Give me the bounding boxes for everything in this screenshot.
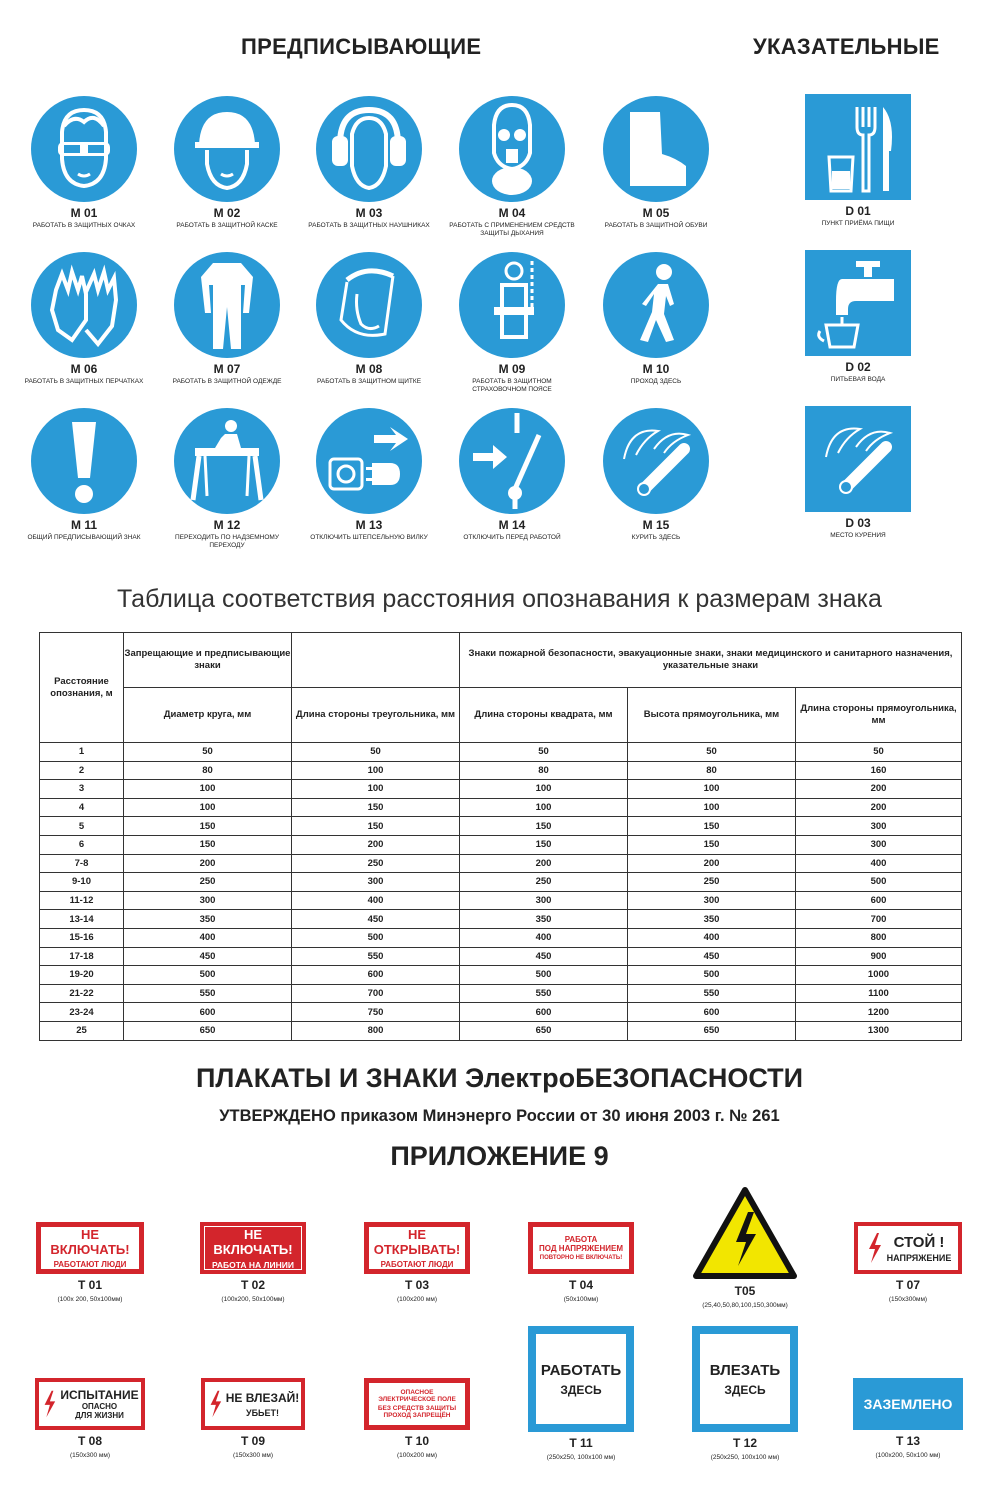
table-cell: 80: [460, 761, 628, 780]
table-row: [40, 835, 962, 854]
sign-caption: ОТКЛЮЧИТЬ ШТЕПСЕЛЬНУЮ ВИЛКУ: [310, 534, 428, 541]
table-row: [40, 966, 962, 985]
cigarette-icon: [614, 419, 698, 503]
plate-line2: ОПАСНО: [81, 1402, 118, 1411]
table-cell: 1: [40, 743, 124, 762]
sign-caption: РАБОТАТЬ В ЗАЩИТНЫХ ОЧКАХ: [32, 222, 136, 229]
table-cell: 50: [292, 743, 460, 762]
sign-d02: [788, 250, 928, 384]
table-cell: 50: [796, 743, 962, 762]
sign-t10: [337, 1378, 497, 1459]
sign-m02: [157, 96, 297, 230]
sign-caption: ПРОХОД ЗДЕСЬ: [630, 378, 682, 385]
plate-line1: РАБОТАТЬ: [540, 1361, 622, 1379]
table-cell: 150: [460, 835, 628, 854]
table-row: [40, 984, 962, 1003]
table-cell: 400: [292, 891, 460, 910]
table-cell: 500: [124, 966, 292, 985]
mandatory-heading: ПРЕДПИСЫВАЮЩИЕ: [241, 34, 482, 59]
header-group2: Знаки пожарной безопасности, эвакуационные знаки, знаки медицинского и санитарного назначения, указательные знаки: [460, 633, 962, 688]
sign-size: (25,40,50,80,100,150,300мм): [702, 1302, 788, 1309]
table-cell: 700: [292, 984, 460, 1003]
sign-m14: [442, 408, 582, 542]
sign-code: T 09: [240, 1434, 265, 1448]
sign-code: M 11: [70, 518, 97, 532]
table-cell: 150: [628, 817, 796, 836]
harness-icon: [472, 257, 552, 353]
table-cell: 11-12: [40, 891, 124, 910]
lightning-icon: [865, 1231, 883, 1265]
sign-code: M 03: [355, 206, 383, 220]
table-cell: 450: [460, 947, 628, 966]
table-cell: 150: [628, 835, 796, 854]
table-cell: 100: [460, 780, 628, 799]
sign-caption: РАБОТАТЬ В ЗАЩИТНОМ СТРАХОВОЧНОМ ПОЯСЕ: [472, 378, 552, 393]
sign-t02: [173, 1222, 333, 1303]
sign-code: T 07: [895, 1278, 920, 1292]
table-row: [40, 780, 962, 799]
table-cell: 80: [628, 761, 796, 780]
table-cell: 300: [292, 873, 460, 892]
sign-code: D 01: [845, 204, 871, 218]
sign-code: T 08: [77, 1434, 102, 1448]
high-voltage-warning-icon: [692, 1186, 798, 1280]
table-cell: 23-24: [40, 1003, 124, 1022]
fork-knife-icon: [813, 101, 903, 193]
table-cell: 600: [796, 891, 962, 910]
sign-caption: ПУНКТ ПРИЁМА ПИЩИ: [821, 220, 895, 227]
table-cell: 50: [628, 743, 796, 762]
sign-size: (50х100мм): [563, 1296, 599, 1303]
sign-t08: [10, 1378, 170, 1459]
sign-t13: [828, 1378, 988, 1459]
sign-code: M 09: [498, 362, 526, 376]
table-row: [40, 873, 962, 892]
table-cell: 300: [628, 891, 796, 910]
table-cell: 21-22: [40, 984, 124, 1003]
sign-t12: [665, 1326, 825, 1461]
sign-t01: [10, 1222, 170, 1303]
sign-size: (150х300 мм): [232, 1452, 273, 1459]
table-cell: 19-20: [40, 966, 124, 985]
sign-m04: [442, 96, 582, 238]
table-cell: 50: [460, 743, 628, 762]
sign-code: M 13: [355, 518, 383, 532]
table-row: [40, 1003, 962, 1022]
indicating-heading: УКАЗАТЕЛЬНЫЕ: [753, 34, 940, 59]
table-cell: 600: [460, 1003, 628, 1022]
sub-title: УТВЕРЖДЕНО приказом Минэнерго России от 30 июня 2003 г. № 261: [219, 1107, 780, 1125]
table-cell: 200: [460, 854, 628, 873]
plate-line3: ДЛЯ ЖИЗНИ: [75, 1411, 124, 1420]
sign-caption: ОБЩИЙ ПРЕДПИСЫВАЮЩИЙ ЗНАК: [27, 534, 141, 541]
plate-line2: РАБОТА НА ЛИНИИ: [211, 1259, 294, 1270]
plate-line1: СТОЙ !: [893, 1233, 945, 1251]
table-row: [40, 854, 962, 873]
sign-m01: [14, 96, 154, 230]
sign-code: D 03: [845, 516, 871, 530]
sign-m13: [299, 408, 439, 542]
table-cell: 450: [292, 910, 460, 929]
table-cell: 250: [460, 873, 628, 892]
table-cell: 700: [796, 910, 962, 929]
sign-code: T 12: [732, 1436, 757, 1450]
exclamation-icon: [64, 416, 104, 506]
header-distance: Расстояние опознания, м: [40, 633, 124, 743]
plate-line2: РАБОТАЮТ ЛЮДИ: [53, 1260, 127, 1269]
sign-caption: РАБОТАТЬ В ЗАЩИТНОЙ КАСКЕ: [176, 222, 278, 229]
table-cell: 550: [628, 984, 796, 1003]
table-cell: 450: [124, 947, 292, 966]
sign-t09: [173, 1378, 333, 1459]
table-cell: 200: [796, 780, 962, 799]
table-cell: 550: [124, 984, 292, 1003]
plate-line1: НЕ ВКЛЮЧАТЬ!: [50, 1227, 130, 1257]
overalls-icon: [187, 257, 267, 353]
table-cell: 150: [292, 817, 460, 836]
lightning-icon: [41, 1389, 57, 1419]
cigarette-icon: [816, 417, 900, 501]
table-cell: 450: [628, 947, 796, 966]
sign-m08: [299, 252, 439, 386]
sign-m05: [586, 96, 726, 230]
table-row: [40, 798, 962, 817]
table-cell: 2: [40, 761, 124, 780]
plate-line3: БЕЗ СРЕДСТВ ЗАЩИТЫ: [377, 1405, 457, 1412]
sign-m09: [442, 252, 582, 394]
sign-size: (100х 200, 50х100мм): [57, 1296, 123, 1303]
table-cell: 650: [628, 1021, 796, 1040]
plate-line1: ИСПЫТАНИЕ: [60, 1388, 139, 1402]
table-cell: 5: [40, 817, 124, 836]
header-group1: Запрещающие и предписывающие знаки: [124, 633, 292, 688]
sign-code: M 15: [642, 518, 670, 532]
sign-code: M 14: [498, 518, 526, 532]
overpass-icon: [185, 416, 269, 506]
table-row: [40, 761, 962, 780]
sign-code: T 13: [895, 1434, 920, 1448]
table-cell: 900: [796, 947, 962, 966]
table-cell: 13-14: [40, 910, 124, 929]
table-row: [40, 743, 962, 762]
table-cell: 400: [628, 928, 796, 947]
table-cell: 650: [124, 1021, 292, 1040]
sign-caption: РАБОТАТЬ В ЗАЩИТНЫХ ПЕРЧАТКАХ: [24, 378, 144, 385]
sign-t03: [337, 1222, 497, 1303]
table-cell: 100: [124, 798, 292, 817]
plate-line1: РАБОТА: [564, 1235, 598, 1244]
table-cell: 1200: [796, 1003, 962, 1022]
table-cell: 150: [124, 817, 292, 836]
sign-m15: [586, 408, 726, 542]
sign-code: M 01: [70, 206, 98, 220]
table-cell: 250: [292, 854, 460, 873]
plate-line1: ЗАЗЕМЛЕНО: [853, 1378, 963, 1430]
plug-icon: [324, 421, 414, 501]
sign-caption: РАБОТАТЬ В ЗАЩИТНОМ ЩИТКЕ: [316, 378, 422, 385]
walking-person-icon: [616, 260, 696, 350]
table-cell: 100: [292, 761, 460, 780]
header-col1: Диаметр круга, мм: [124, 688, 292, 743]
table-cell: 500: [796, 873, 962, 892]
sign-code: M 10: [642, 362, 670, 376]
sign-code: M 08: [355, 362, 383, 376]
switch-off-icon: [467, 413, 557, 509]
sign-caption: МЕСТО КУРЕНИЯ: [830, 532, 886, 539]
sign-size: (100х200, 50х100мм): [221, 1296, 285, 1303]
table-cell: 1300: [796, 1021, 962, 1040]
table-cell: 1000: [796, 966, 962, 985]
plate-line2: УБЬЕТ!: [245, 1407, 280, 1418]
header-col3: Длина стороны квадрата, мм: [460, 688, 628, 743]
sign-caption: ОТКЛЮЧИТЬ ПЕРЕД РАБОТОЙ: [463, 534, 561, 541]
table-row: [40, 910, 962, 929]
table-cell: 80: [124, 761, 292, 780]
sign-code: T 02: [240, 1278, 265, 1292]
table-cell: 400: [796, 854, 962, 873]
sign-caption: РАБОТАТЬ В ЗАЩИТНЫХ НАУШНИКАХ: [308, 222, 430, 229]
plate-line2: ЗДЕСЬ: [724, 1382, 766, 1397]
table-cell: 100: [460, 798, 628, 817]
table-body: [40, 743, 962, 1041]
plate-line3: ПОВТОРНО НЕ ВКЛЮЧАТЬ!: [539, 1255, 623, 1261]
table-cell: 600: [124, 1003, 292, 1022]
table-cell: 650: [460, 1021, 628, 1040]
sign-t04: [501, 1222, 661, 1303]
table-cell: 200: [628, 854, 796, 873]
gloves-icon: [42, 260, 126, 350]
table-cell: 250: [628, 873, 796, 892]
sign-code: T 01: [77, 1278, 102, 1292]
sign-code: T 11: [569, 1436, 593, 1450]
sign-m06: [14, 252, 154, 386]
sign-caption: ПЕРЕХОДИТЬ ПО НАДЗЕМНОМУ ПЕРЕХОДУ: [175, 534, 279, 549]
sign-caption: РАБОТАТЬ В ЗАЩИТНОЙ ОДЕЖДЕ: [172, 378, 282, 385]
sign-size: (100х200 мм): [396, 1452, 437, 1459]
table-cell: 400: [460, 928, 628, 947]
sign-code: T05: [734, 1284, 756, 1298]
sign-caption: КУРИТЬ ЗДЕСЬ: [631, 534, 681, 541]
appendix-title: ПРИЛОЖЕНИЕ 9: [390, 1141, 609, 1171]
sign-code: M 05: [642, 206, 670, 220]
sign-size: (100х200, 50х100 мм): [875, 1452, 941, 1459]
sign-d01: [788, 94, 928, 228]
table-cell: 200: [292, 835, 460, 854]
table-cell: 100: [628, 780, 796, 799]
sign-code: M 07: [213, 362, 241, 376]
sign-code: M 02: [213, 206, 241, 220]
earmuffs-icon: [326, 104, 412, 194]
table-cell: 200: [796, 798, 962, 817]
table-cell: 350: [124, 910, 292, 929]
table-cell: 350: [628, 910, 796, 929]
plate-line2: ЭЛЕКТРИЧЕСКОЕ ПОЛЕ: [378, 1396, 456, 1403]
sign-code: M 12: [213, 518, 241, 532]
table-row: [40, 928, 962, 947]
face-shield-icon: [327, 260, 411, 350]
plate-line2: ПОД НАПРЯЖЕНИЕМ: [539, 1244, 623, 1253]
table-cell: 1100: [796, 984, 962, 1003]
sign-d03: [788, 406, 928, 540]
sign-m03: [299, 96, 439, 230]
table-cell: 25: [40, 1021, 124, 1040]
table-cell: 150: [460, 817, 628, 836]
plate-line1: ВЛЕЗАТЬ: [709, 1361, 781, 1379]
table-cell: 9-10: [40, 873, 124, 892]
sign-t11: [501, 1326, 661, 1461]
table-cell: 6: [40, 835, 124, 854]
sign-t05: [665, 1186, 825, 1309]
sign-size: (150х300мм): [888, 1296, 928, 1303]
plate-line1: НЕ ОТКРЫВАТЬ!: [373, 1227, 461, 1257]
sign-code: T 10: [404, 1434, 429, 1448]
plate-line2: ЗДЕСЬ: [560, 1382, 602, 1397]
table-cell: 300: [796, 835, 962, 854]
sign-caption: РАБОТАТЬ В ЗАЩИТНОЙ ОБУВИ: [604, 222, 708, 229]
sign-m07: [157, 252, 297, 386]
table-cell: 150: [124, 835, 292, 854]
sign-m12: [157, 408, 297, 550]
table-cell: 400: [124, 928, 292, 947]
header-col5: Длина стороны прямоугольника, мм: [796, 688, 962, 743]
table-cell: 100: [292, 780, 460, 799]
main-title: ПЛАКАТЫ И ЗНАКИ ЭлектроБЕЗОПАСНОСТИ: [195, 1063, 804, 1093]
sign-m10: [586, 252, 726, 386]
sign-code: M 04: [498, 206, 526, 220]
sign-caption: ПИТЬЕВАЯ ВОДА: [830, 376, 886, 383]
sign-size: (100х200 мм): [396, 1296, 437, 1303]
table-cell: 500: [460, 966, 628, 985]
goggles-icon: [44, 104, 124, 194]
table-cell: 100: [124, 780, 292, 799]
table-cell: 750: [292, 1003, 460, 1022]
plate-line2: РАБОТАЮТ ЛЮДИ: [380, 1260, 454, 1269]
table-cell: 350: [460, 910, 628, 929]
table-cell: 150: [292, 798, 460, 817]
table-cell: 300: [796, 817, 962, 836]
table-row: [40, 817, 962, 836]
helmet-icon: [187, 104, 267, 194]
sign-code: T 03: [404, 1278, 429, 1292]
table-cell: 15-16: [40, 928, 124, 947]
table-cell: 600: [292, 966, 460, 985]
sign-t07: [828, 1222, 988, 1303]
sign-code: T 04: [568, 1278, 593, 1292]
header-col2: Длина стороны треугольника, мм: [292, 688, 460, 743]
distance-size-table: [39, 632, 962, 1041]
tap-icon: [812, 257, 904, 349]
table-cell: 17-18: [40, 947, 124, 966]
sign-code: D 02: [845, 360, 871, 374]
sign-size: (250х250, 100х100 мм): [546, 1454, 616, 1461]
lightning-icon: [207, 1389, 223, 1419]
plate-line1: НЕ ВЛЕЗАЙ!: [225, 1390, 300, 1405]
table-cell: 4: [40, 798, 124, 817]
plate-line2: НАПРЯЖЕНИЕ: [886, 1252, 952, 1263]
table-row: [40, 891, 962, 910]
boot-icon: [616, 104, 696, 194]
respirator-icon: [472, 101, 552, 197]
table-cell: 600: [628, 1003, 796, 1022]
sign-m11: [14, 408, 154, 542]
sign-size: (250х250, 100х100 мм): [710, 1454, 780, 1461]
sign-size: (150х300 мм): [69, 1452, 110, 1459]
table-row: [40, 947, 962, 966]
plate-line1: ОПАСНОЕ: [400, 1389, 434, 1396]
table-cell: 250: [124, 873, 292, 892]
plate-line4: ПРОХОД ЗАПРЕЩЁН: [383, 1412, 451, 1419]
table-row: [40, 1021, 962, 1040]
table-cell: 3: [40, 780, 124, 799]
table-cell: 200: [124, 854, 292, 873]
table-cell: 160: [796, 761, 962, 780]
sign-caption: РАБОТАТЬ С ПРИМЕНЕНИЕМ СРЕДСТВ ЗАЩИТЫ ДЫХАНИЯ: [449, 222, 575, 237]
header-col4: Высота прямоугольника, мм: [628, 688, 796, 743]
table-cell: 500: [628, 966, 796, 985]
table-cell: 800: [796, 928, 962, 947]
table-cell: 7-8: [40, 854, 124, 873]
table-cell: 100: [628, 798, 796, 817]
table-cell: 300: [124, 891, 292, 910]
table-cell: 300: [460, 891, 628, 910]
plate-line1: НЕ ВКЛЮЧАТЬ!: [213, 1226, 293, 1257]
table-cell: 500: [292, 928, 460, 947]
table-cell: 800: [292, 1021, 460, 1040]
table-cell: 50: [124, 743, 292, 762]
table-cell: 550: [292, 947, 460, 966]
table-title: Таблица соответствия расстояния опознавания к размерам знака: [117, 585, 882, 613]
sign-code: M 06: [70, 362, 98, 376]
table-cell: 550: [460, 984, 628, 1003]
